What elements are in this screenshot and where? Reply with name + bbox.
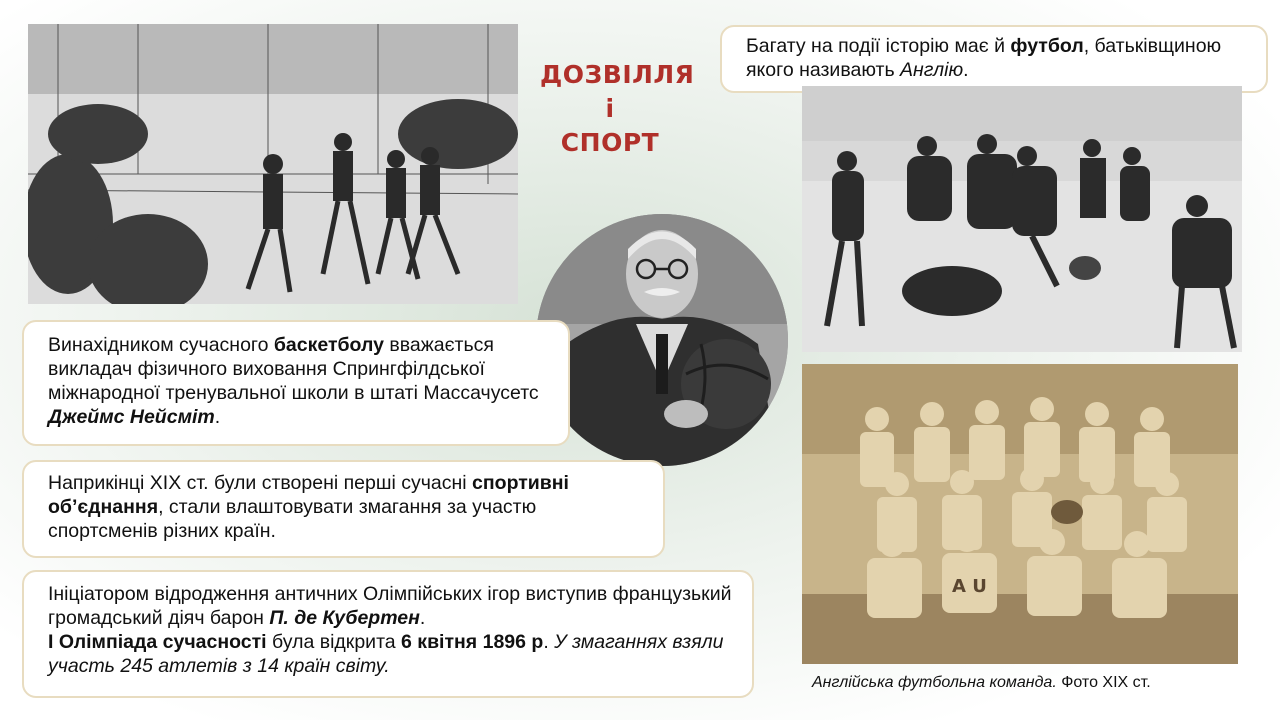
basketball-text-box xyxy=(22,320,570,446)
page-title xyxy=(540,58,695,160)
football-team-photo xyxy=(802,364,1238,664)
football-text-2: , батьківщиною якого називають xyxy=(746,35,1222,81)
olympics-date: 6 квітня 1896 р xyxy=(401,631,544,653)
sports-associations-box xyxy=(22,460,665,558)
first-olympiad-bold: І Олімпіада сучасності xyxy=(48,631,267,653)
olympics-text-3: була відкрита xyxy=(266,631,402,653)
olympics-text-2: . xyxy=(419,607,426,629)
boxing-match-engraving xyxy=(28,24,518,304)
olympics-italic: У змаганнях взяли участь 245 атлетів з 14 країн світу. xyxy=(48,631,724,677)
football-text-box xyxy=(720,25,1268,93)
football-text-1: Багату на події історію має й xyxy=(746,35,1011,57)
basketball-bold: баскетболу xyxy=(273,334,384,356)
england-italic: Англію xyxy=(900,59,964,81)
associations-text-2: , стали влаштовувати змагання за участю спортсменів різних країн. xyxy=(48,496,537,542)
basketball-text-1: Винахідником сучасного xyxy=(48,334,274,356)
caption-plain: Фото ХІХ ст. xyxy=(1056,674,1151,691)
olympics-text-1: Ініціатором відродження античних Олімпійських ігор виступив французький громадський діяч барон xyxy=(48,583,732,629)
football-match-engraving xyxy=(802,86,1242,352)
basketball-text-3: . xyxy=(214,406,221,428)
olympics-text-box xyxy=(22,570,754,698)
caption-italic: Англійська футбольна команда. xyxy=(812,674,1057,691)
naismith-name: Джеймс Нейсміт xyxy=(48,406,215,428)
james-naismith-portrait xyxy=(536,214,788,466)
football-text-3: . xyxy=(963,59,969,81)
associations-text-1: Наприкінці ХІХ ст. були створені перші сучасні xyxy=(48,472,473,494)
title-line-3: СПОРТ xyxy=(560,128,660,157)
coubertin-name: П. де Кубертен xyxy=(269,607,420,629)
football-bold: футбол xyxy=(1010,35,1084,57)
olympics-text-4: . xyxy=(543,631,555,653)
basketball-text-2: вважається викладач фізичного виховання Спрингфілдської міжнародної тренувальної школи в штаті Массачусетс xyxy=(48,334,539,404)
associations-bold: спортивні об’єднання xyxy=(48,472,569,518)
title-line-1: ДОЗВІЛЛЯ xyxy=(540,60,695,89)
jersey-letters: A U xyxy=(952,576,987,597)
title-line-2: і xyxy=(605,94,615,123)
team-photo-caption xyxy=(812,674,1151,692)
